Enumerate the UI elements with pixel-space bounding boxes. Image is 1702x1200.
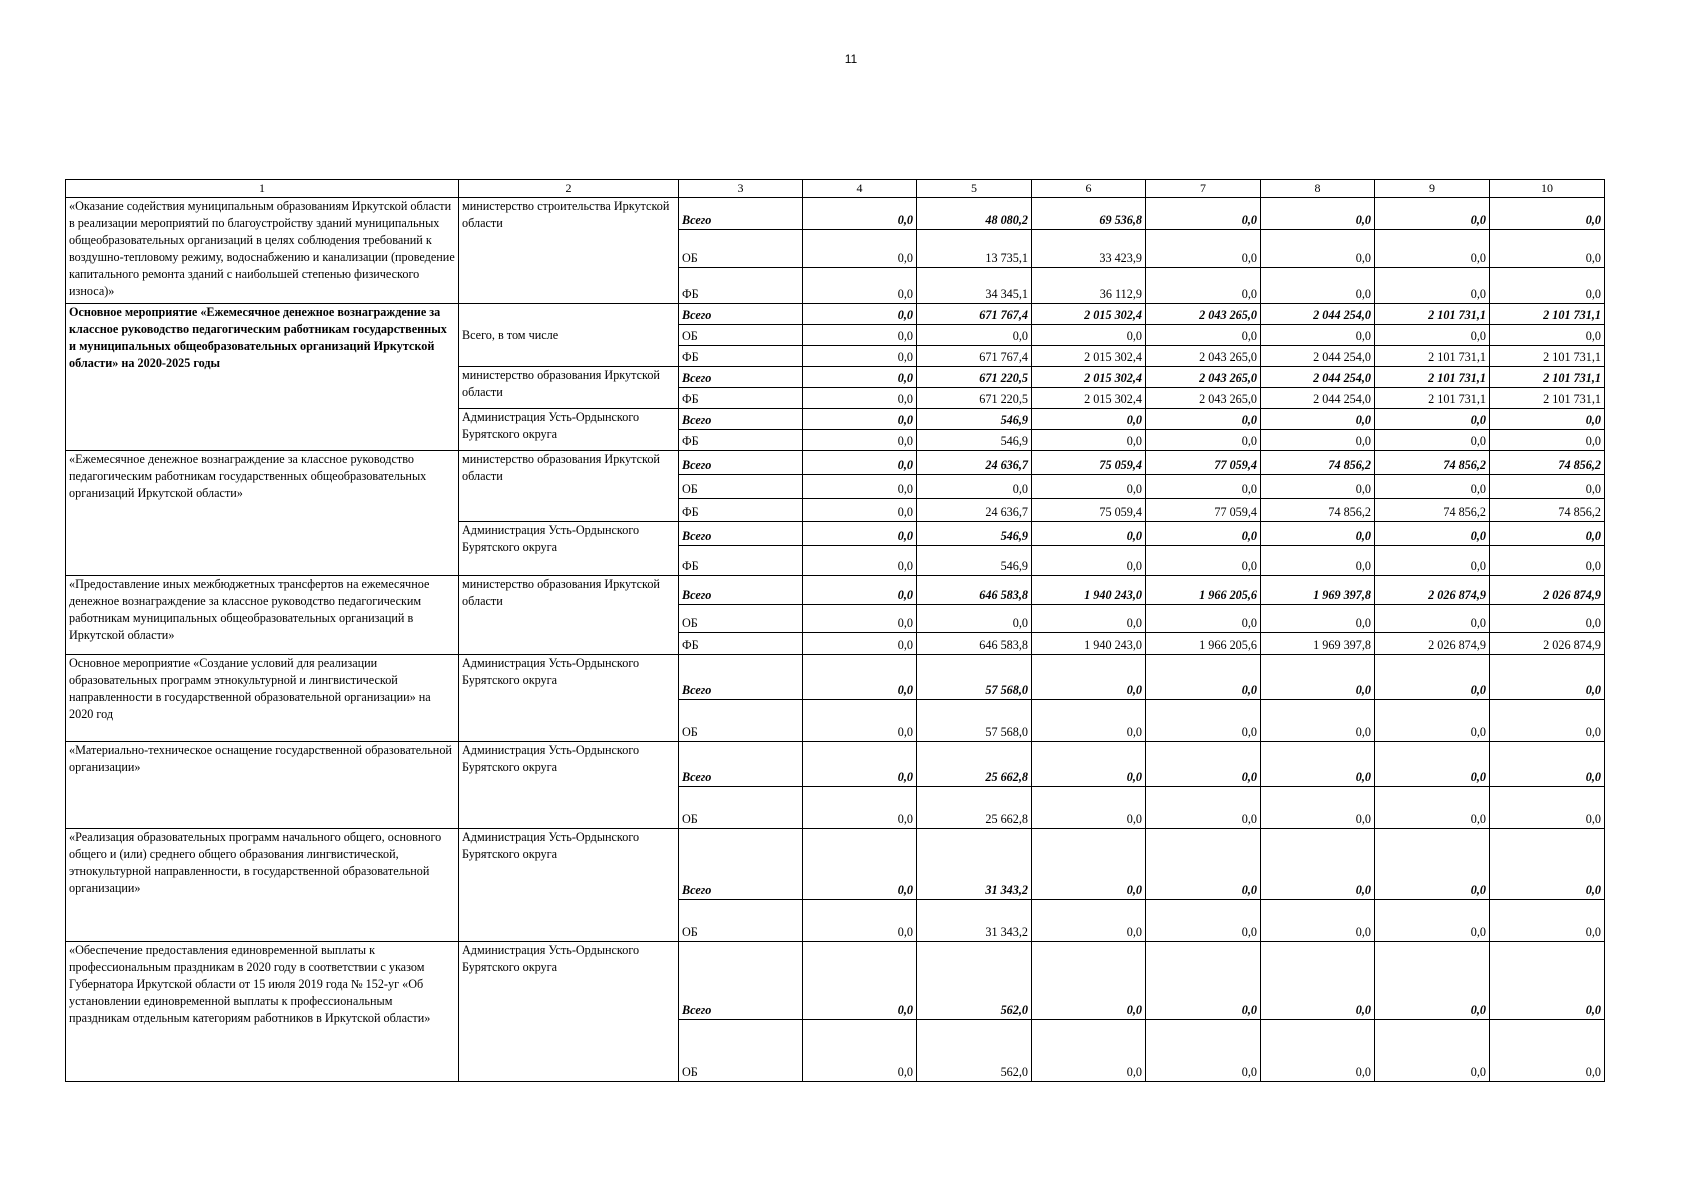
executor-cell: министерство строительства Иркутской области bbox=[459, 198, 679, 304]
value-cell: 2 043 265,0 bbox=[1146, 367, 1261, 388]
value-cell: 0,0 bbox=[803, 742, 917, 787]
value-cell: 671 767,4 bbox=[917, 346, 1032, 367]
table-row bbox=[66, 942, 1605, 1020]
value-cell: 0,0 bbox=[1375, 522, 1490, 546]
budget-table bbox=[65, 179, 1605, 1082]
funding-source-cell: Всего bbox=[679, 304, 803, 325]
value-cell: 0,0 bbox=[1032, 325, 1146, 346]
value-cell: 671 767,4 bbox=[917, 304, 1032, 325]
funding-source-cell: Всего bbox=[679, 942, 803, 1020]
value-cell: 33 423,9 bbox=[1032, 230, 1146, 268]
value-cell: 1 966 205,6 bbox=[1146, 633, 1261, 655]
header-row bbox=[66, 180, 1605, 198]
value-cell: 0,0 bbox=[1146, 409, 1261, 430]
value-cell: 31 343,2 bbox=[917, 900, 1032, 942]
value-cell: 0,0 bbox=[1490, 900, 1605, 942]
value-cell: 2 101 731,1 bbox=[1375, 367, 1490, 388]
value-cell: 2 101 731,1 bbox=[1375, 304, 1490, 325]
value-cell: 0,0 bbox=[1490, 605, 1605, 633]
value-cell: 0,0 bbox=[1032, 430, 1146, 451]
funding-source-cell: ОБ bbox=[679, 787, 803, 829]
table-row bbox=[66, 451, 1605, 475]
value-cell: 0,0 bbox=[1146, 546, 1261, 576]
funding-source-cell: ОБ bbox=[679, 700, 803, 742]
value-cell: 77 059,4 bbox=[1146, 451, 1261, 475]
funding-source-cell: ОБ bbox=[679, 1020, 803, 1082]
executor-cell: Администрация Усть-Ордынского Бурятского округа bbox=[459, 522, 679, 576]
value-cell: 2 026 874,9 bbox=[1375, 576, 1490, 605]
value-cell: 1 969 397,8 bbox=[1261, 633, 1375, 655]
value-cell: 0,0 bbox=[1261, 900, 1375, 942]
value-cell: 0,0 bbox=[1261, 198, 1375, 230]
measure-description: «Ежемесячное денежное вознаграждение за классное руководство педагогическим работникам государственных общеобразовательных организаций Иркутской области» bbox=[66, 451, 459, 576]
value-cell: 0,0 bbox=[1146, 475, 1261, 499]
value-cell: 0,0 bbox=[803, 388, 917, 409]
value-cell: 0,0 bbox=[803, 367, 917, 388]
measure-description: «Предоставление иных межбюджетных трансфертов на ежемесячное денежное вознаграждение за классное руководство педагогическим работникам муниципальных общеобразовательных организаций в Иркутской области» bbox=[66, 576, 459, 655]
value-cell: 2 044 254,0 bbox=[1261, 304, 1375, 325]
value-cell: 0,0 bbox=[803, 430, 917, 451]
value-cell: 0,0 bbox=[1146, 742, 1261, 787]
value-cell: 0,0 bbox=[803, 268, 917, 304]
value-cell: 0,0 bbox=[803, 304, 917, 325]
value-cell: 0,0 bbox=[1490, 942, 1605, 1020]
value-cell: 0,0 bbox=[803, 605, 917, 633]
value-cell: 0,0 bbox=[803, 230, 917, 268]
funding-source-cell: ОБ bbox=[679, 900, 803, 942]
value-cell: 74 856,2 bbox=[1375, 499, 1490, 522]
value-cell: 546,9 bbox=[917, 522, 1032, 546]
value-cell: 0,0 bbox=[1375, 942, 1490, 1020]
value-cell: 0,0 bbox=[1375, 1020, 1490, 1082]
value-cell: 0,0 bbox=[1261, 829, 1375, 900]
executor-cell: министерство образования Иркутской области bbox=[459, 576, 679, 655]
value-cell: 2 026 874,9 bbox=[1375, 633, 1490, 655]
header-cell: 9 bbox=[1375, 180, 1490, 198]
value-cell: 0,0 bbox=[1490, 742, 1605, 787]
header-cell: 4 bbox=[803, 180, 917, 198]
table-row bbox=[66, 829, 1605, 900]
header-cell: 8 bbox=[1261, 180, 1375, 198]
funding-source-cell: Всего bbox=[679, 198, 803, 230]
value-cell: 546,9 bbox=[917, 409, 1032, 430]
value-cell: 0,0 bbox=[1032, 409, 1146, 430]
value-cell: 74 856,2 bbox=[1261, 451, 1375, 475]
funding-source-cell: ФБ bbox=[679, 346, 803, 367]
funding-source-cell: ФБ bbox=[679, 268, 803, 304]
value-cell: 0,0 bbox=[803, 346, 917, 367]
funding-source-cell: Всего bbox=[679, 829, 803, 900]
value-cell: 0,0 bbox=[803, 633, 917, 655]
value-cell: 0,0 bbox=[1261, 546, 1375, 576]
value-cell: 0,0 bbox=[917, 475, 1032, 499]
value-cell: 0,0 bbox=[803, 829, 917, 900]
value-cell: 2 015 302,4 bbox=[1032, 388, 1146, 409]
value-cell: 0,0 bbox=[1490, 230, 1605, 268]
value-cell: 31 343,2 bbox=[917, 829, 1032, 900]
value-cell: 0,0 bbox=[1375, 409, 1490, 430]
value-cell: 0,0 bbox=[1146, 430, 1261, 451]
measure-description: Основное мероприятие «Создание условий для реализации образовательных программ этнокультурной и лингвистической направленности в государственной образовательной организации» на 2020 год bbox=[66, 655, 459, 742]
executor-cell: Администрация Усть-Ордынского Бурятского округа bbox=[459, 409, 679, 451]
funding-source-cell: ОБ bbox=[679, 605, 803, 633]
value-cell: 1 940 243,0 bbox=[1032, 576, 1146, 605]
table-row bbox=[66, 742, 1605, 787]
funding-source-cell: Всего bbox=[679, 522, 803, 546]
value-cell: 2 043 265,0 bbox=[1146, 304, 1261, 325]
value-cell: 646 583,8 bbox=[917, 576, 1032, 605]
value-cell: 2 101 731,1 bbox=[1490, 388, 1605, 409]
header-cell: 6 bbox=[1032, 180, 1146, 198]
value-cell: 0,0 bbox=[1490, 546, 1605, 576]
value-cell: 0,0 bbox=[1375, 605, 1490, 633]
value-cell: 2 101 731,1 bbox=[1375, 346, 1490, 367]
value-cell: 0,0 bbox=[1375, 700, 1490, 742]
value-cell: 562,0 bbox=[917, 1020, 1032, 1082]
value-cell: 48 080,2 bbox=[917, 198, 1032, 230]
value-cell: 0,0 bbox=[1490, 198, 1605, 230]
value-cell: 0,0 bbox=[1490, 268, 1605, 304]
value-cell: 0,0 bbox=[803, 546, 917, 576]
value-cell: 0,0 bbox=[917, 605, 1032, 633]
header-cell: 5 bbox=[917, 180, 1032, 198]
value-cell: 0,0 bbox=[1261, 522, 1375, 546]
header-cell: 2 bbox=[459, 180, 679, 198]
value-cell: 0,0 bbox=[1490, 700, 1605, 742]
value-cell: 2 101 731,1 bbox=[1490, 346, 1605, 367]
value-cell: 0,0 bbox=[1032, 475, 1146, 499]
value-cell: 0,0 bbox=[1032, 787, 1146, 829]
value-cell: 0,0 bbox=[1146, 942, 1261, 1020]
executor-cell: Всего, в том числе bbox=[459, 304, 679, 367]
value-cell: 0,0 bbox=[1375, 546, 1490, 576]
value-cell: 0,0 bbox=[803, 787, 917, 829]
value-cell: 0,0 bbox=[803, 942, 917, 1020]
value-cell: 2 026 874,9 bbox=[1490, 633, 1605, 655]
value-cell: 0,0 bbox=[1146, 829, 1261, 900]
value-cell: 57 568,0 bbox=[917, 700, 1032, 742]
value-cell: 0,0 bbox=[1261, 942, 1375, 1020]
value-cell: 0,0 bbox=[1261, 1020, 1375, 1082]
value-cell: 0,0 bbox=[1032, 900, 1146, 942]
value-cell: 0,0 bbox=[1261, 325, 1375, 346]
value-cell: 0,0 bbox=[1146, 655, 1261, 700]
value-cell: 0,0 bbox=[1490, 787, 1605, 829]
value-cell: 0,0 bbox=[1490, 409, 1605, 430]
value-cell: 2 101 731,1 bbox=[1490, 367, 1605, 388]
page-number: 11 bbox=[844, 52, 858, 66]
value-cell: 74 856,2 bbox=[1490, 451, 1605, 475]
header-cell: 3 bbox=[679, 180, 803, 198]
value-cell: 2 044 254,0 bbox=[1261, 367, 1375, 388]
value-cell: 2 026 874,9 bbox=[1490, 576, 1605, 605]
funding-source-cell: ОБ bbox=[679, 325, 803, 346]
value-cell: 0,0 bbox=[1490, 475, 1605, 499]
value-cell: 2 015 302,4 bbox=[1032, 367, 1146, 388]
value-cell: 0,0 bbox=[1146, 268, 1261, 304]
value-cell: 0,0 bbox=[1375, 829, 1490, 900]
value-cell: 0,0 bbox=[1261, 230, 1375, 268]
value-cell: 0,0 bbox=[1375, 900, 1490, 942]
value-cell: 34 345,1 bbox=[917, 268, 1032, 304]
executor-cell: Администрация Усть-Ордынского Бурятского округа bbox=[459, 742, 679, 829]
value-cell: 0,0 bbox=[803, 655, 917, 700]
value-cell: 0,0 bbox=[1032, 655, 1146, 700]
value-cell: 0,0 bbox=[1146, 230, 1261, 268]
value-cell: 0,0 bbox=[1375, 430, 1490, 451]
value-cell: 2 101 731,1 bbox=[1375, 388, 1490, 409]
value-cell: 0,0 bbox=[1261, 475, 1375, 499]
funding-source-cell: Всего bbox=[679, 655, 803, 700]
header-cell: 7 bbox=[1146, 180, 1261, 198]
value-cell: 0,0 bbox=[1261, 605, 1375, 633]
header-cell: 10 bbox=[1490, 180, 1605, 198]
measure-description: «Обеспечение предоставления единовременной выплаты к профессиональным праздникам в 2020 году в соответствии с указом Губернатора Иркутской области от 15 июля 2019 года № 152-уг «Об установлении единовременной выплаты к профессиональным праздникам отдельным категориям работников в Иркутской области» bbox=[66, 942, 459, 1082]
executor-cell: Администрация Усть-Ордынского Бурятского округа bbox=[459, 655, 679, 742]
funding-source-cell: ФБ bbox=[679, 546, 803, 576]
value-cell: 0,0 bbox=[1375, 742, 1490, 787]
executor-cell: Администрация Усть-Ордынского Бурятского округа bbox=[459, 942, 679, 1082]
executor-cell: Администрация Усть-Ордынского Бурятского округа bbox=[459, 829, 679, 942]
value-cell: 0,0 bbox=[803, 576, 917, 605]
value-cell: 0,0 bbox=[1490, 325, 1605, 346]
value-cell: 75 059,4 bbox=[1032, 451, 1146, 475]
value-cell: 0,0 bbox=[1490, 430, 1605, 451]
value-cell: 0,0 bbox=[803, 451, 917, 475]
value-cell: 2 015 302,4 bbox=[1032, 304, 1146, 325]
value-cell: 0,0 bbox=[1146, 605, 1261, 633]
value-cell: 1 940 243,0 bbox=[1032, 633, 1146, 655]
value-cell: 0,0 bbox=[1261, 409, 1375, 430]
value-cell: 2 043 265,0 bbox=[1146, 346, 1261, 367]
measure-description: «Оказание содействия муниципальным образованиям Иркутской области в реализации мероприятий по благоустройству зданий муниципальных общеобразовательных организаций в целях соблюдения требований к воздушно-тепловому режиму, водоснабжению и канализации (проведение капитального ремонта зданий с наибольшей степенью физического износа)» bbox=[66, 198, 459, 304]
value-cell: 0,0 bbox=[803, 522, 917, 546]
value-cell: 69 536,8 bbox=[1032, 198, 1146, 230]
value-cell: 562,0 bbox=[917, 942, 1032, 1020]
value-cell: 0,0 bbox=[1490, 829, 1605, 900]
value-cell: 74 856,2 bbox=[1490, 499, 1605, 522]
table-row bbox=[66, 655, 1605, 700]
value-cell: 2 101 731,1 bbox=[1490, 304, 1605, 325]
value-cell: 57 568,0 bbox=[917, 655, 1032, 700]
table-row bbox=[66, 576, 1605, 605]
value-cell: 0,0 bbox=[1032, 1020, 1146, 1082]
value-cell: 0,0 bbox=[803, 475, 917, 499]
table-row bbox=[66, 198, 1605, 230]
measure-description: «Материально-техническое оснащение государственной образовательной организации» bbox=[66, 742, 459, 829]
value-cell: 0,0 bbox=[1375, 198, 1490, 230]
value-cell: 24 636,7 bbox=[917, 499, 1032, 522]
value-cell: 2 044 254,0 bbox=[1261, 388, 1375, 409]
funding-source-cell: ОБ bbox=[679, 230, 803, 268]
executor-cell: министерство образования Иркутской области bbox=[459, 451, 679, 522]
funding-source-cell: ФБ bbox=[679, 430, 803, 451]
value-cell: 2 015 302,4 bbox=[1032, 346, 1146, 367]
value-cell: 0,0 bbox=[803, 325, 917, 346]
funding-source-cell: Всего bbox=[679, 576, 803, 605]
value-cell: 0,0 bbox=[803, 198, 917, 230]
value-cell: 0,0 bbox=[1261, 787, 1375, 829]
value-cell: 0,0 bbox=[803, 409, 917, 430]
funding-source-cell: ОБ bbox=[679, 475, 803, 499]
value-cell: 0,0 bbox=[803, 900, 917, 942]
value-cell: 0,0 bbox=[1490, 522, 1605, 546]
funding-source-cell: Всего bbox=[679, 742, 803, 787]
value-cell: 0,0 bbox=[1490, 1020, 1605, 1082]
value-cell: 25 662,8 bbox=[917, 787, 1032, 829]
value-cell: 0,0 bbox=[1146, 787, 1261, 829]
value-cell: 0,0 bbox=[1146, 1020, 1261, 1082]
value-cell: 75 059,4 bbox=[1032, 499, 1146, 522]
value-cell: 0,0 bbox=[1146, 198, 1261, 230]
value-cell: 0,0 bbox=[1375, 475, 1490, 499]
value-cell: 546,9 bbox=[917, 430, 1032, 451]
value-cell: 0,0 bbox=[1032, 605, 1146, 633]
value-cell: 77 059,4 bbox=[1146, 499, 1261, 522]
header-cell: 1 bbox=[66, 180, 459, 198]
value-cell: 13 735,1 bbox=[917, 230, 1032, 268]
value-cell: 0,0 bbox=[1261, 430, 1375, 451]
funding-source-cell: ФБ bbox=[679, 499, 803, 522]
value-cell: 25 662,8 bbox=[917, 742, 1032, 787]
value-cell: 74 856,2 bbox=[1375, 451, 1490, 475]
value-cell: 0,0 bbox=[1375, 268, 1490, 304]
value-cell: 0,0 bbox=[1375, 655, 1490, 700]
value-cell: 0,0 bbox=[1375, 325, 1490, 346]
funding-source-cell: Всего bbox=[679, 367, 803, 388]
value-cell: 0,0 bbox=[1375, 787, 1490, 829]
value-cell: 671 220,5 bbox=[917, 388, 1032, 409]
funding-source-cell: ФБ bbox=[679, 388, 803, 409]
value-cell: 0,0 bbox=[803, 1020, 917, 1082]
funding-source-cell: Всего bbox=[679, 409, 803, 430]
value-cell: 671 220,5 bbox=[917, 367, 1032, 388]
value-cell: 1 966 205,6 bbox=[1146, 576, 1261, 605]
measure-description: Основное мероприятие «Ежемесячное денежное вознаграждение за классное руководство педагогическим работникам государственных и муниципальных общеобразовательных организаций Иркутской области» на 2020-2025 годы bbox=[66, 304, 459, 451]
funding-source-cell: Всего bbox=[679, 451, 803, 475]
value-cell: 1 969 397,8 bbox=[1261, 576, 1375, 605]
value-cell: 74 856,2 bbox=[1261, 499, 1375, 522]
value-cell: 0,0 bbox=[1375, 230, 1490, 268]
value-cell: 0,0 bbox=[1146, 522, 1261, 546]
value-cell: 0,0 bbox=[1146, 900, 1261, 942]
value-cell: 0,0 bbox=[1261, 700, 1375, 742]
value-cell: 0,0 bbox=[1261, 268, 1375, 304]
table-row bbox=[66, 304, 1605, 325]
value-cell: 0,0 bbox=[1032, 829, 1146, 900]
value-cell: 0,0 bbox=[917, 325, 1032, 346]
value-cell: 2 043 265,0 bbox=[1146, 388, 1261, 409]
value-cell: 0,0 bbox=[1032, 522, 1146, 546]
value-cell: 0,0 bbox=[1146, 700, 1261, 742]
executor-cell: министерство образования Иркутской области bbox=[459, 367, 679, 409]
value-cell: 0,0 bbox=[1032, 546, 1146, 576]
value-cell: 0,0 bbox=[1146, 325, 1261, 346]
value-cell: 546,9 bbox=[917, 546, 1032, 576]
value-cell: 0,0 bbox=[1032, 942, 1146, 1020]
value-cell: 36 112,9 bbox=[1032, 268, 1146, 304]
value-cell: 0,0 bbox=[1261, 742, 1375, 787]
value-cell: 0,0 bbox=[803, 499, 917, 522]
value-cell: 24 636,7 bbox=[917, 451, 1032, 475]
measure-description: «Реализация образовательных программ начального общего, основного общего и (или) среднего общего образования лингвистической, этнокультурной направленности, в государственной образовательной организации» bbox=[66, 829, 459, 942]
value-cell: 646 583,8 bbox=[917, 633, 1032, 655]
value-cell: 2 044 254,0 bbox=[1261, 346, 1375, 367]
funding-source-cell: ФБ bbox=[679, 633, 803, 655]
value-cell: 0,0 bbox=[1261, 655, 1375, 700]
value-cell: 0,0 bbox=[1032, 742, 1146, 787]
value-cell: 0,0 bbox=[1490, 655, 1605, 700]
value-cell: 0,0 bbox=[1032, 700, 1146, 742]
value-cell: 0,0 bbox=[803, 700, 917, 742]
